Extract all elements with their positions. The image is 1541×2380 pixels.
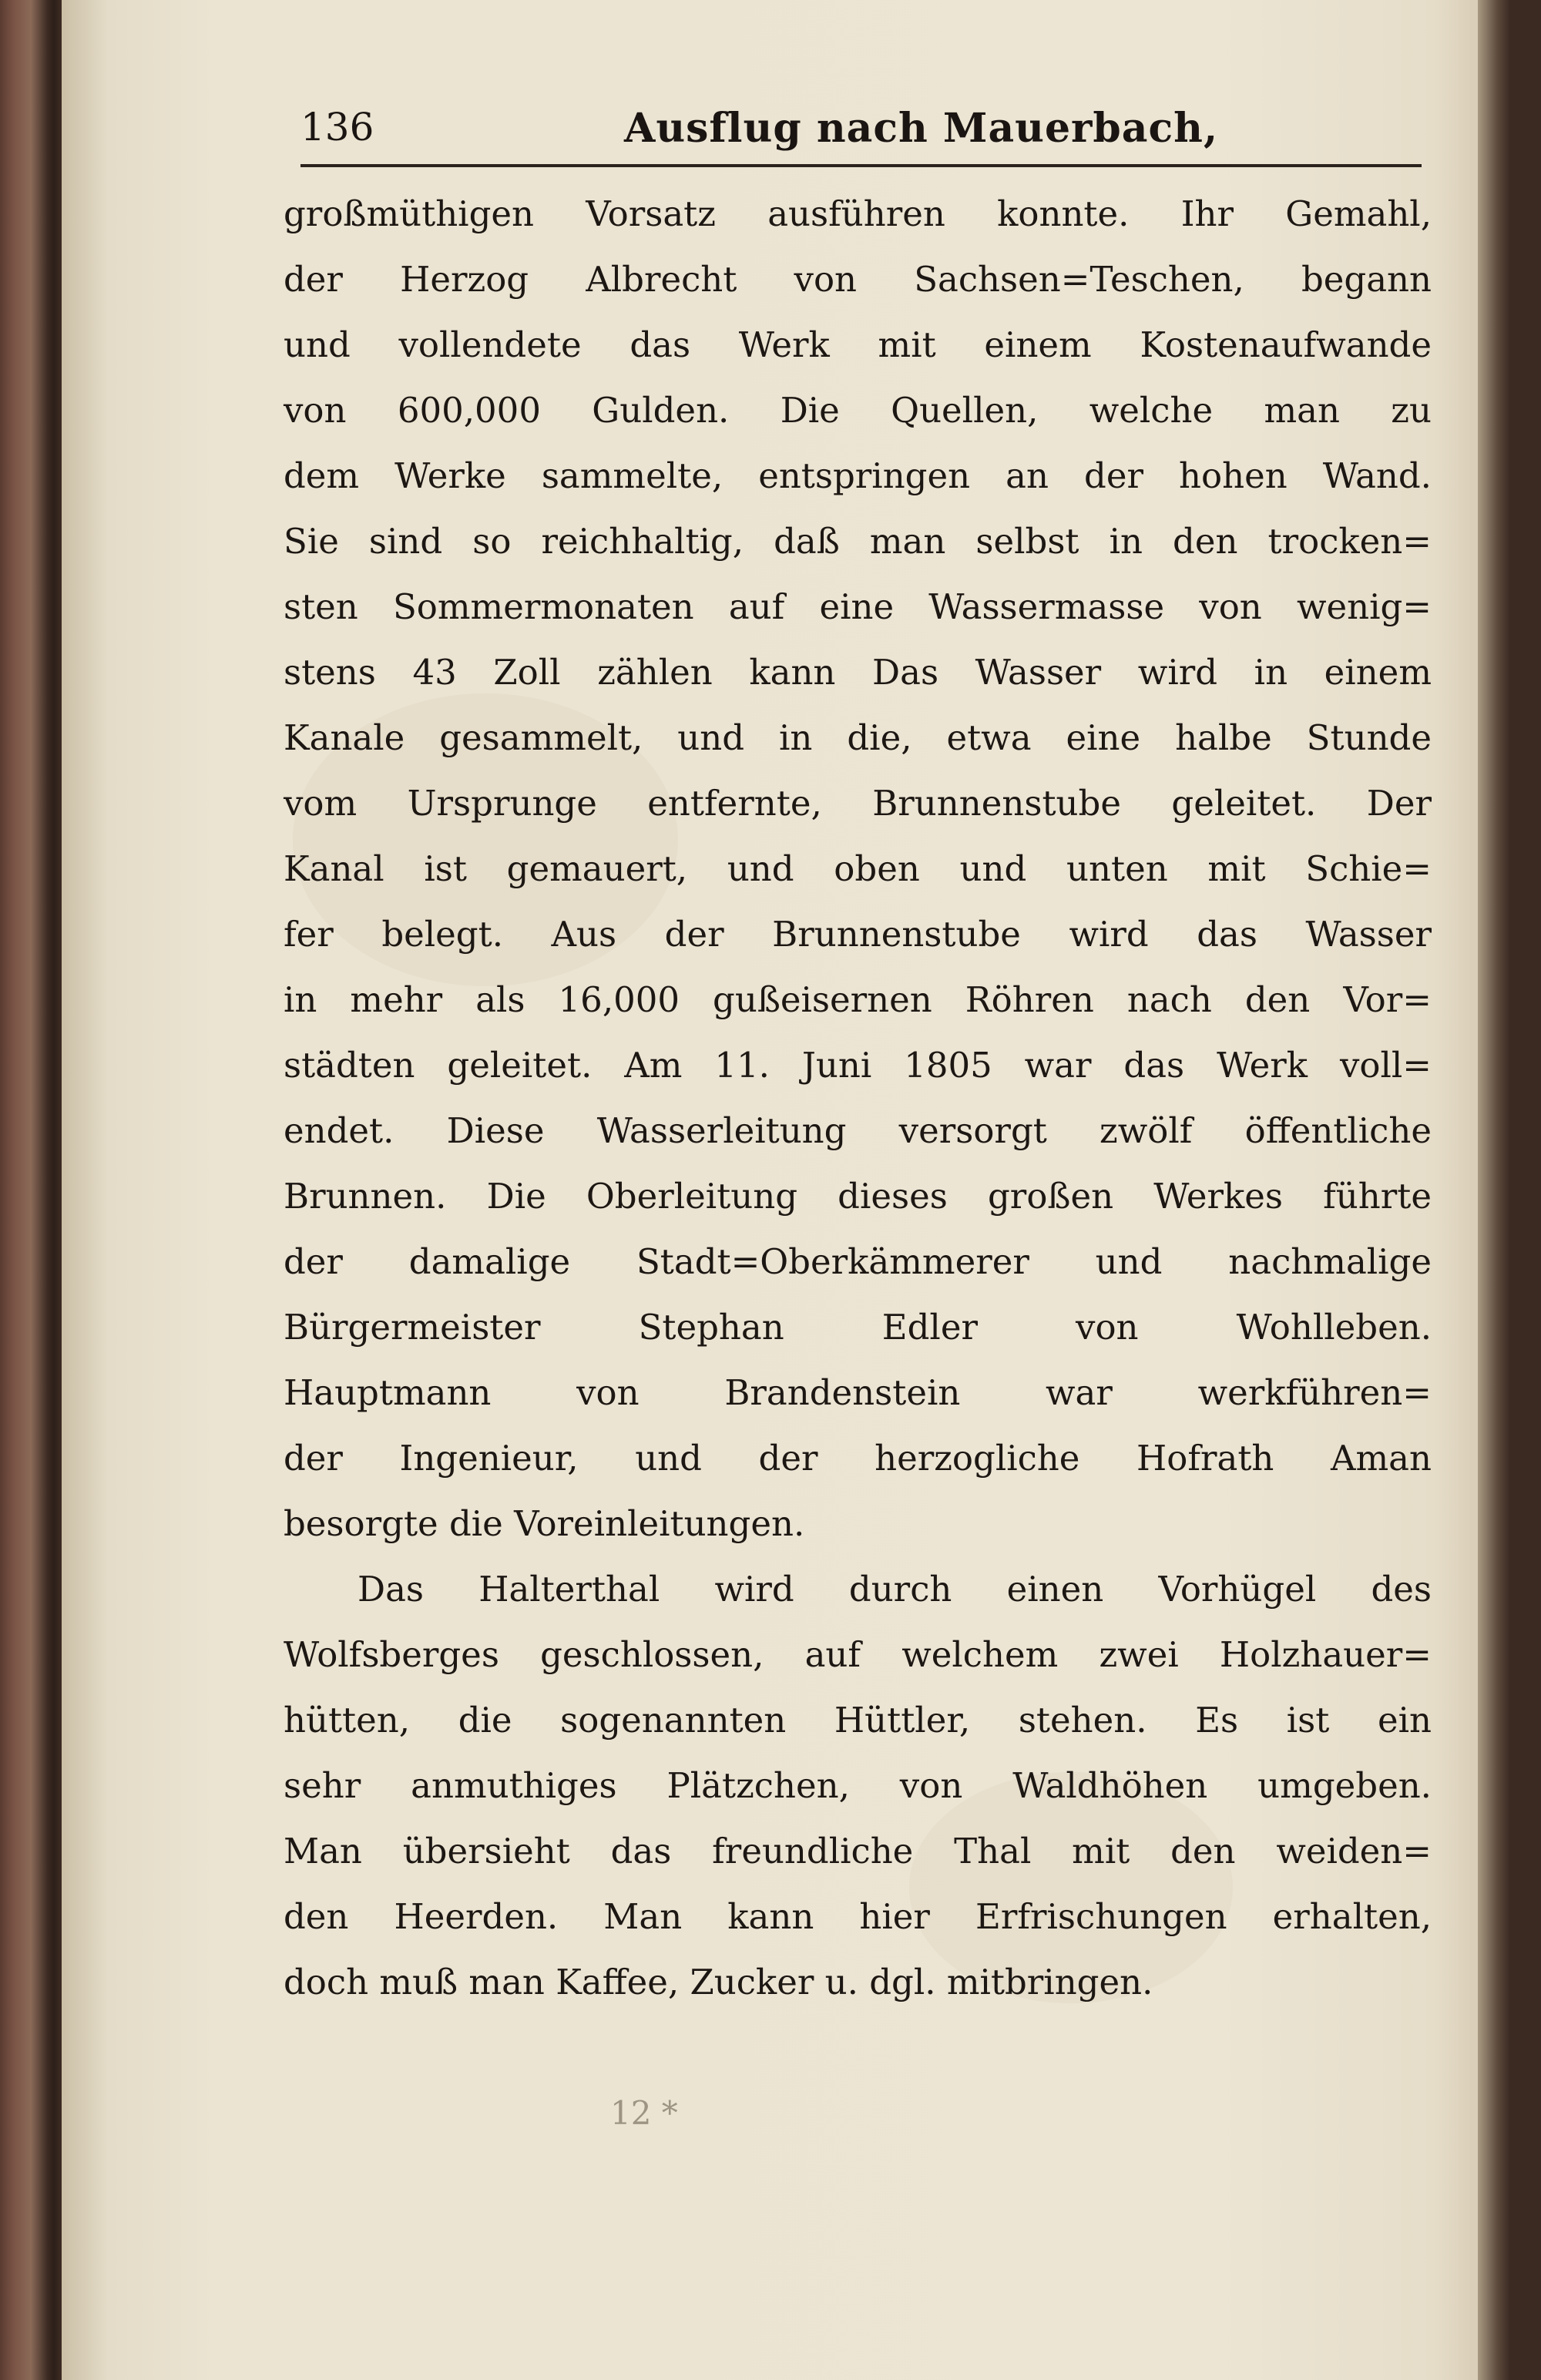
- running-title: Ausflug nach Mauerbach,: [624, 105, 1219, 152]
- text-line: Man übersieht das freundliche Thal mit den weiden=: [284, 1831, 1432, 1871]
- paragraph-end-line: doch muß man Kaffee, Zucker u. dgl. mitbringen.: [284, 1962, 1153, 2002]
- paragraph-end-line: besorgte die Voreinleitungen.: [284, 1503, 805, 1544]
- page-number: 136: [300, 105, 374, 149]
- signature-mark: 12 *: [610, 2094, 678, 2132]
- text-line: hütten, die sogenannten Hüttler, stehen. Es ist ein: [284, 1700, 1432, 1741]
- text-line: dem Werke sammelte, entspringen an der hohen Wand.: [284, 455, 1432, 496]
- text-line: und vollendete das Werk mit einem Kostenaufwande: [284, 324, 1432, 365]
- text-line: der damalige Stadt=Oberkämmerer und nachmalige: [284, 1241, 1432, 1282]
- text-line: von 600,000 Gulden. Die Quellen, welche man zu: [284, 390, 1432, 431]
- page-header: [300, 100, 1425, 162]
- text-line: sehr anmuthiges Plätzchen, von Waldhöhen umgeben.: [284, 1765, 1432, 1806]
- text-line: der Ingenieur, und der herzogliche Hofrath Aman: [284, 1438, 1432, 1479]
- text-line: vom Ursprunge entfernte, Brunnenstube geleitet. Der: [284, 783, 1432, 824]
- text-line: in mehr als 16,000 gußeisernen Röhren nach den Vor=: [284, 979, 1432, 1020]
- text-line: Kanale gesammelt, und in die, etwa eine halbe Stunde: [284, 717, 1432, 758]
- text-line: Bürgermeister Stephan Edler von Wohlleben.: [284, 1307, 1432, 1348]
- text-line: Kanal ist gemauert, und oben und unten mit Schie=: [284, 848, 1432, 889]
- text-line: endet. Diese Wasserleitung versorgt zwölf öffentliche: [284, 1110, 1432, 1151]
- text-line: sten Sommermonaten auf eine Wassermasse von wenig=: [284, 586, 1432, 627]
- header-rule: [300, 164, 1422, 167]
- paragraph-start-line: Das Halterthal wird durch einen Vorhügel des: [358, 1569, 1432, 1610]
- text-line: Brunnen. Die Oberleitung dieses großen Werkes führte: [284, 1176, 1432, 1217]
- text-line: fer belegt. Aus der Brunnenstube wird das Wasser: [284, 914, 1432, 955]
- page-edge: [1478, 0, 1510, 2380]
- text-line: großmüthigen Vorsatz ausführen konnte. Ihr Gemahl,: [284, 193, 1432, 234]
- text-line: Wolfsberges geschlossen, auf welchem zwei Holzhauer=: [284, 1634, 1432, 1675]
- text-line: den Heerden. Man kann hier Erfrischungen erhalten,: [284, 1896, 1432, 1937]
- text-line: stens 43 Zoll zählen kann Das Wasser wird in einem: [284, 652, 1432, 693]
- text-line: städten geleitet. Am 11. Juni 1805 war das Werk voll=: [284, 1045, 1432, 1086]
- text-line: der Herzog Albrecht von Sachsen=Teschen, begann: [284, 259, 1432, 300]
- text-line: Hauptmann von Brandenstein war werkführen=: [284, 1372, 1432, 1413]
- text-line: Sie sind so reichhaltig, daß man selbst in den trocken=: [284, 521, 1432, 562]
